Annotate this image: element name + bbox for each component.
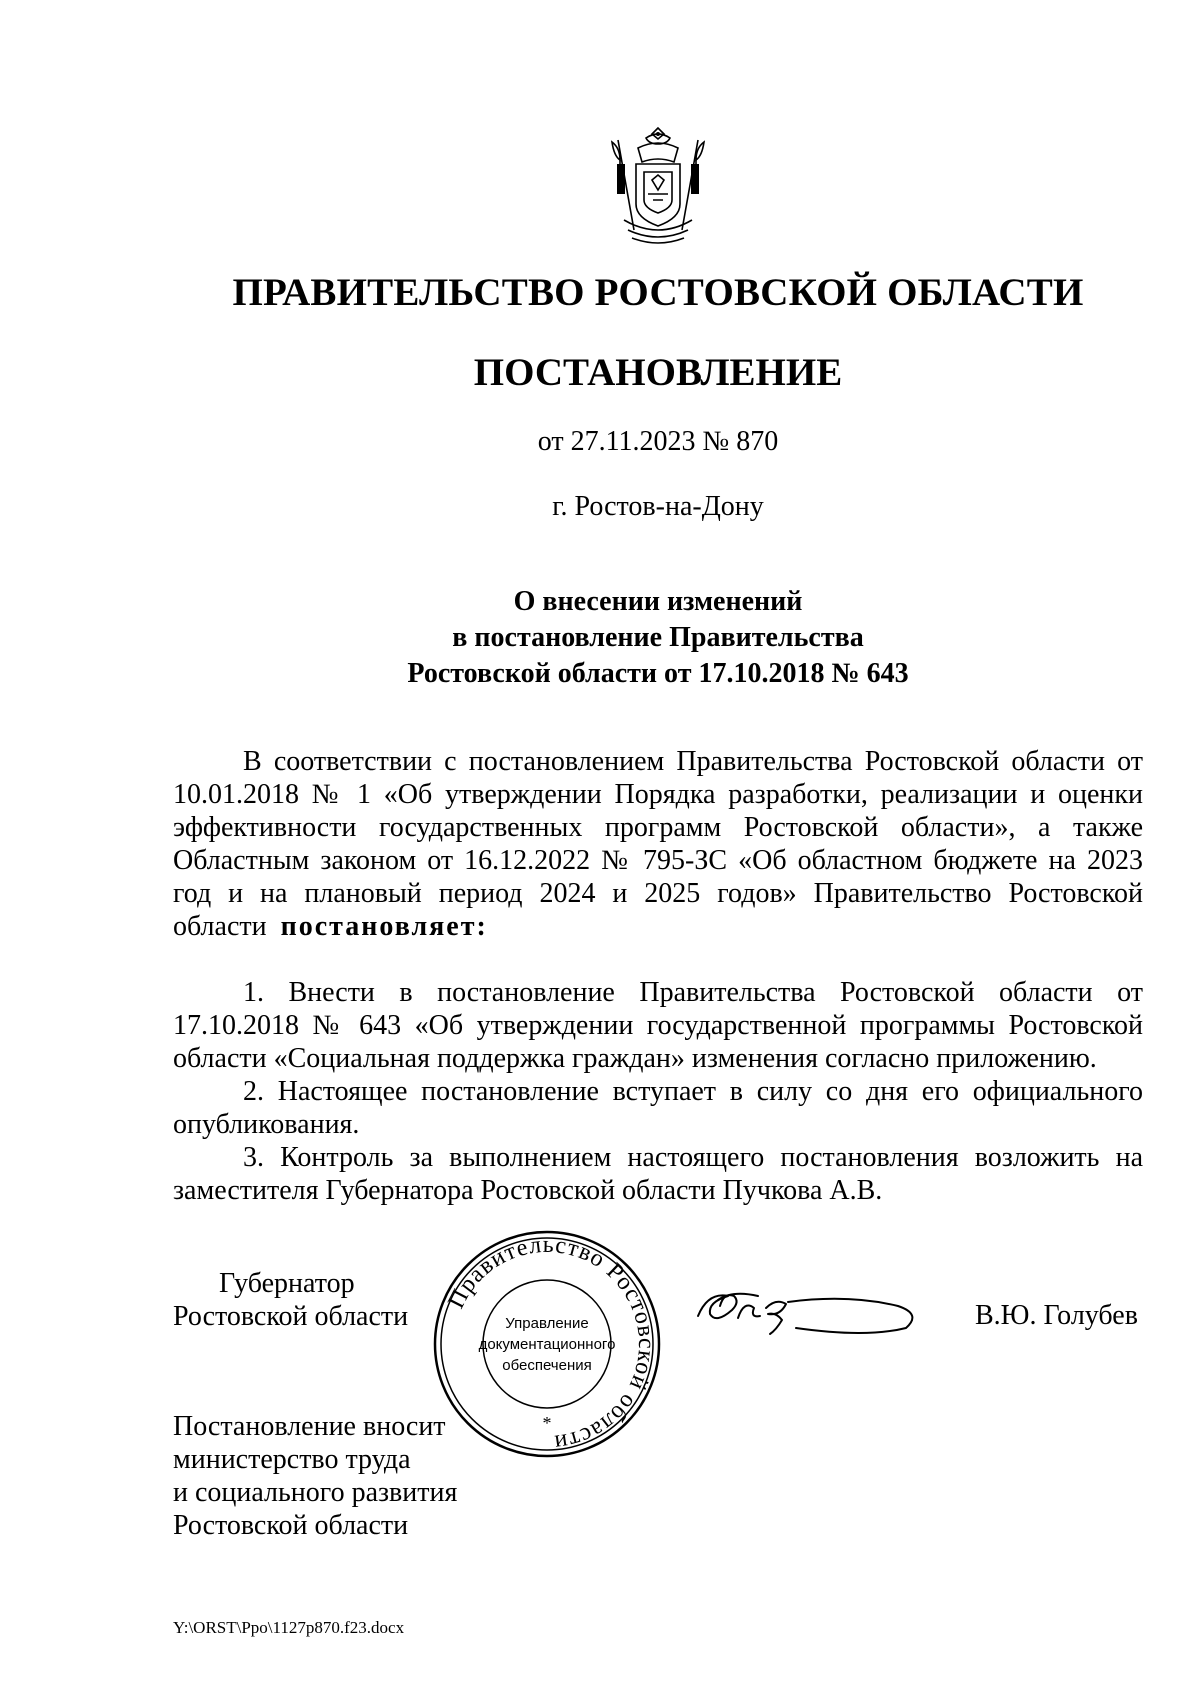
signatory-position: [173, 1267, 408, 1333]
file-path-footer: Y:\ORST\Ppo\1127p870.f23.docx: [173, 1618, 405, 1637]
subject-line: О внесении изменений: [513, 586, 803, 617]
handwritten-signature: [688, 1278, 928, 1338]
subject-line: Ростовской области от 17.10.2018 № 643: [407, 658, 909, 689]
coat-of-arms-emblem: [598, 120, 718, 250]
subject-line: в постановление Правительства: [452, 622, 864, 653]
introducer-line: министерство труда: [173, 1444, 411, 1475]
seal-inner-line: документационного: [478, 1336, 616, 1353]
seal-inner-line: обеспечения: [502, 1357, 592, 1374]
introducer-block: [173, 1410, 457, 1542]
introducer-line: Постановление вносит: [173, 1411, 446, 1442]
government-title: ПРАВИТЕЛЬСТВО РОСТОВСКОЙ ОБЛАСТИ: [232, 271, 1084, 314]
document-subject: [0, 584, 1200, 692]
signatory-position-line: Ростовской области: [173, 1301, 409, 1332]
signatory-position-line: Губернатор: [219, 1268, 355, 1299]
introducer-line: и социального развития: [173, 1477, 458, 1508]
decree-item: 2. Настоящее постановление вступает в силу со дня его официального опубликования.: [173, 1076, 1143, 1140]
preamble-paragraph: [173, 745, 1143, 943]
document-place: г. Ростов-на-Дону: [552, 491, 764, 522]
signatory-name: В.Ю. Голубев: [975, 1300, 1138, 1331]
decree-item: 3. Контроль за выполнением настоящего постановления возложить на заместителя Губернатора Ростовской области Пучкова А.В.: [173, 1142, 1143, 1206]
official-seal-stamp: [432, 1229, 662, 1459]
decree-word: постановляет:: [280, 911, 488, 942]
preamble-text: В соответствии с постановлением Правительства Ростовской области от 10.01.2018 № 1 «Об утверждении Порядка разработки, реализации и оценки эффективности государственных программ Ростовской области», а также Областным законом от 16.12.2022 № 795-ЗС «Об областном бюджете на 2023 год и на плановый период 2024 и 2025 годов» Правительство Ростовской области: [173, 746, 1143, 942]
seal-outer-text: Правительство Ростовской области: [443, 1231, 660, 1456]
document-body: [173, 745, 1143, 1207]
introducer-line: Ростовской области: [173, 1510, 409, 1541]
svg-text:*: *: [542, 1413, 552, 1433]
decree-item: 1. Внести в постановление Правительства Ростовской области от 17.10.2018 № 643 «Об утверждении государственной программы Ростовской области «Социальная поддержка граждан» изменения согласно приложению.: [173, 977, 1143, 1074]
seal-inner-line: Управление: [505, 1315, 589, 1332]
document-type-title: ПОСТАНОВЛЕНИЕ: [473, 351, 843, 394]
document-date-number: от 27.11.2023 № 870: [537, 426, 779, 457]
